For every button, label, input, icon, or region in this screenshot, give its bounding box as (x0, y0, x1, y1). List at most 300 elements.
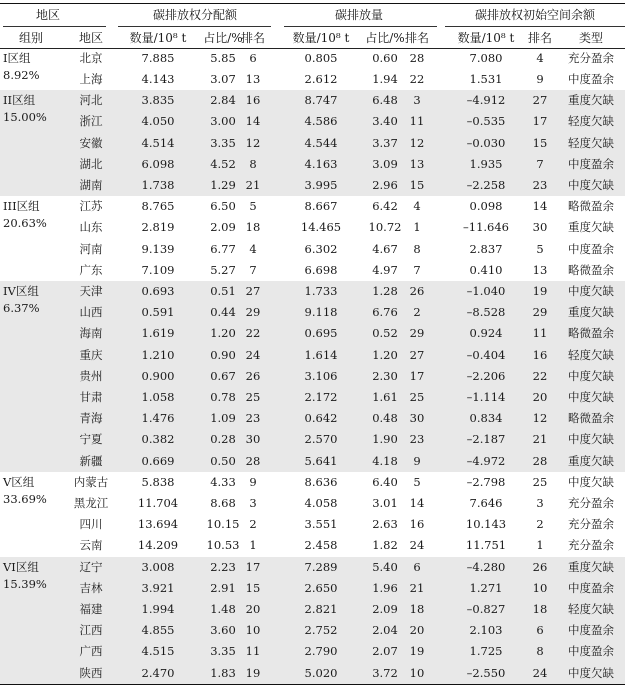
cell-bal-type: 充分盈余 (568, 496, 614, 511)
cell-emis-rank: 2 (413, 305, 421, 320)
cell-bal-qty: 10.143 (465, 517, 507, 532)
group-name: II区组 (3, 93, 36, 108)
table-row (0, 302, 625, 323)
header-row-top (0, 3, 625, 27)
cell-alloc-qty: 13.694 (137, 517, 179, 532)
table-row (0, 69, 625, 90)
cell-alloc-qty: 0.669 (141, 453, 175, 468)
cell-alloc-pct: 10.15 (206, 517, 240, 532)
cell-emis-pct: 3.09 (372, 156, 398, 171)
cell-bal-type: 轻度欠缺 (568, 347, 614, 362)
cell-alloc-pct: 0.67 (210, 368, 236, 383)
cell-bal-rank: 18 (532, 602, 548, 617)
cell-bal-qty: 1.725 (469, 644, 503, 659)
cell-bal-rank: 26 (532, 559, 548, 574)
cell-bal-type: 中度欠缺 (568, 474, 614, 489)
cell-emis-pct: 2.30 (372, 368, 398, 383)
cell-region: 湖南 (79, 178, 103, 193)
subheader-emis-pct: 占比/% (365, 30, 405, 45)
cell-emis-rank: 3 (413, 93, 421, 108)
cell-emis-pct: 3.37 (372, 135, 398, 150)
cell-bal-type: 中度盈余 (568, 580, 614, 595)
cell-emis-pct: 2.07 (372, 644, 398, 659)
cell-region: 北京 (79, 50, 103, 65)
group-name: III区组 (3, 199, 40, 214)
cell-emis-qty: 5.020 (304, 665, 338, 680)
cell-bal-type: 轻度欠缺 (568, 135, 614, 150)
cell-bal-rank: 1 (536, 538, 544, 553)
table-row (0, 218, 625, 239)
cell-alloc-rank: 9 (249, 474, 257, 489)
cell-alloc-pct: 1.29 (210, 178, 236, 193)
group-share: 8.92% (3, 68, 40, 82)
cell-alloc-rank: 28 (245, 453, 261, 468)
cell-emis-rank: 28 (409, 50, 425, 65)
cell-alloc-rank: 5 (249, 199, 257, 214)
cell-bal-type: 重度欠缺 (568, 453, 614, 468)
cell-region: 天津 (79, 284, 103, 299)
cell-alloc-rank: 11 (245, 644, 261, 659)
cell-bal-rank: 4 (536, 50, 544, 65)
table-row (0, 451, 625, 472)
cell-region: 湖北 (79, 156, 103, 171)
cell-alloc-rank: 30 (245, 432, 261, 447)
cell-alloc-qty: 0.693 (141, 284, 175, 299)
cell-emis-rank: 29 (409, 326, 425, 341)
cell-bal-type: 略微盈余 (568, 199, 614, 214)
cell-bal-type: 中度盈余 (568, 72, 614, 87)
cell-bal-qty: –1.114 (466, 390, 506, 405)
cell-alloc-qty: 6.098 (141, 156, 175, 171)
cell-alloc-qty: 1.619 (141, 326, 175, 341)
cell-emis-qty: 0.805 (304, 50, 338, 65)
cell-bal-qty: –8.528 (466, 305, 506, 320)
cell-bal-type: 轻度欠缺 (568, 114, 614, 129)
cell-alloc-qty: 0.382 (141, 432, 175, 447)
cell-region: 贵州 (79, 368, 103, 383)
subheader-bal-type: 类型 (578, 30, 603, 45)
cell-emis-rank: 6 (413, 559, 421, 574)
cell-emis-qty: 8.636 (304, 474, 338, 489)
cell-bal-qty: –1.040 (466, 284, 506, 299)
cell-bal-rank: 23 (532, 178, 548, 193)
cell-region: 陕西 (79, 665, 103, 680)
cell-bal-type: 中度欠缺 (568, 284, 614, 299)
cell-bal-type: 中度盈余 (568, 156, 614, 171)
cell-alloc-qty: 9.139 (141, 241, 175, 256)
group-share: 15.39% (3, 576, 47, 591)
cell-alloc-pct: 2.91 (210, 580, 236, 595)
cell-region: 重庆 (79, 347, 103, 362)
cell-alloc-pct: 6.77 (210, 241, 236, 256)
cell-alloc-pct: 0.90 (210, 347, 236, 362)
cell-emis-pct: 1.90 (372, 432, 398, 447)
cell-alloc-qty: 1.476 (141, 411, 175, 426)
cell-bal-rank: 15 (532, 135, 548, 150)
cell-bal-rank: 19 (532, 284, 548, 299)
cell-emis-pct: 1.82 (372, 538, 398, 553)
cell-emis-pct: 1.96 (372, 580, 398, 595)
cell-bal-qty: 1.271 (469, 580, 503, 595)
cell-bal-rank: 14 (532, 199, 548, 214)
cell-emis-pct: 1.61 (372, 390, 398, 405)
cell-emis-pct: 0.60 (372, 50, 398, 65)
group-share: 20.63% (3, 216, 47, 231)
cell-bal-type: 重度欠缺 (568, 305, 614, 320)
cell-alloc-rank: 29 (245, 305, 261, 320)
cell-bal-type: 中度欠缺 (568, 665, 614, 680)
cell-bal-qty: –2.206 (466, 368, 506, 383)
subheader-alloc-pct: 占比/% (203, 30, 243, 45)
cell-bal-rank: 21 (532, 432, 548, 447)
cell-emis-pct: 2.09 (372, 602, 398, 617)
cell-emis-rank: 13 (409, 156, 425, 171)
cell-region: 云南 (79, 538, 103, 553)
cell-region: 福建 (79, 602, 103, 617)
subheader-bal-rank: 排名 (527, 30, 552, 45)
table-row (0, 387, 625, 408)
cell-bal-rank: 11 (532, 326, 548, 341)
cell-region: 广西 (79, 644, 103, 659)
table-row (0, 196, 625, 217)
cell-alloc-rank: 10 (245, 623, 261, 638)
cell-bal-rank: 10 (532, 580, 548, 595)
cell-alloc-qty: 2.819 (141, 220, 175, 235)
cell-bal-type: 中度欠缺 (568, 432, 614, 447)
cell-bal-qty: –4.972 (466, 453, 506, 468)
group-block (0, 281, 625, 472)
header-allocation: 碳排放权分配额 (152, 8, 237, 22)
cell-bal-rank: 30 (532, 220, 548, 235)
table-row (0, 642, 625, 663)
cell-alloc-qty: 0.900 (141, 368, 175, 383)
table-row (0, 493, 625, 514)
table-body (0, 48, 625, 685)
cell-emis-rank: 7 (413, 262, 421, 277)
cell-bal-rank: 12 (532, 411, 548, 426)
group-share: 15.00% (3, 110, 47, 125)
table-row (0, 663, 625, 684)
cell-bal-qty: 1.935 (469, 156, 503, 171)
cell-alloc-pct: 2.84 (210, 93, 236, 108)
cell-alloc-pct: 6.50 (210, 199, 236, 214)
cell-emis-qty: 2.458 (304, 538, 338, 553)
cell-emis-rank: 1 (413, 220, 421, 235)
table-row (0, 112, 625, 133)
cell-emis-qty: 4.163 (304, 156, 338, 171)
cell-emis-qty: 4.058 (304, 496, 338, 511)
cell-bal-qty: 2.837 (469, 241, 503, 256)
cell-alloc-pct: 8.68 (210, 496, 236, 511)
cell-alloc-rank: 1 (249, 538, 257, 553)
cell-alloc-rank: 3 (249, 496, 257, 511)
subheader-bal-qty: 数量/10⁸ t (457, 30, 515, 45)
cell-bal-qty: 11.751 (465, 538, 507, 553)
cell-bal-rank: 7 (536, 156, 544, 171)
cell-emis-pct: 3.72 (372, 665, 398, 680)
cell-region: 上海 (79, 72, 103, 87)
table-row (0, 90, 625, 111)
cell-emis-pct: 2.96 (372, 178, 398, 193)
cell-alloc-qty: 7.885 (141, 50, 175, 65)
cell-bal-rank: 25 (532, 474, 548, 489)
cell-alloc-rank: 20 (245, 602, 261, 617)
group-block (0, 472, 625, 557)
group-share: 6.37% (3, 301, 40, 316)
table-row (0, 154, 625, 175)
cell-bal-qty: –2.550 (466, 665, 506, 680)
cell-alloc-pct: 1.48 (210, 602, 236, 617)
cell-alloc-pct: 0.44 (210, 305, 236, 320)
cell-bal-rank: 5 (536, 241, 544, 256)
cell-alloc-rank: 18 (245, 220, 261, 235)
cell-bal-rank: 22 (532, 368, 548, 383)
cell-alloc-rank: 13 (245, 72, 261, 87)
table-row (0, 472, 625, 493)
cell-emis-qty: 2.790 (304, 644, 338, 659)
cell-emis-rank: 12 (409, 135, 425, 150)
header-emission: 碳排放量 (334, 8, 383, 22)
cell-bal-type: 中度盈余 (568, 644, 614, 659)
cell-region: 辽宁 (79, 559, 103, 574)
table-row (0, 578, 625, 599)
subheader-alloc-qty: 数量/10⁸ t (129, 30, 187, 45)
cell-region: 河北 (79, 93, 103, 108)
cell-bal-qty: –4.280 (466, 559, 506, 574)
cell-bal-rank: 3 (536, 496, 544, 511)
header-balance: 碳排放权初始空间余额 (474, 8, 595, 22)
cell-emis-qty: 2.172 (304, 390, 338, 405)
cell-alloc-pct: 3.00 (210, 114, 236, 129)
cell-region: 江西 (79, 623, 103, 638)
table-row (0, 324, 625, 345)
cell-emis-rank: 19 (409, 644, 425, 659)
cell-emis-qty: 5.641 (304, 453, 338, 468)
cell-bal-qty: –2.258 (466, 178, 506, 193)
cell-emis-rank: 25 (409, 390, 425, 405)
cell-alloc-rank: 26 (245, 368, 261, 383)
cell-alloc-qty: 1.738 (141, 178, 175, 193)
carbon-allocation-table (0, 3, 625, 685)
group-name: V区组 (3, 474, 35, 489)
cell-alloc-qty: 4.143 (141, 72, 175, 87)
cell-emis-rank: 20 (409, 623, 425, 638)
cell-alloc-qty: 4.515 (141, 644, 175, 659)
cell-alloc-qty: 4.855 (141, 623, 175, 638)
cell-region: 广东 (79, 262, 103, 277)
header-region: 地区 (35, 8, 60, 22)
cell-emis-qty: 2.570 (304, 432, 338, 447)
cell-alloc-qty: 11.704 (137, 496, 179, 511)
subheader-group: 组别 (18, 30, 43, 45)
cell-bal-type: 中度盈余 (568, 241, 614, 256)
cell-emis-rank: 30 (409, 411, 425, 426)
table-row (0, 366, 625, 387)
group-name: I区组 (3, 51, 31, 65)
cell-bal-type: 中度欠缺 (568, 390, 614, 405)
cell-bal-type: 充分盈余 (568, 50, 614, 65)
cell-emis-pct: 3.01 (372, 496, 398, 511)
cell-bal-type: 略微盈余 (568, 326, 614, 341)
cell-alloc-rank: 7 (249, 262, 257, 277)
cell-bal-qty: 2.103 (469, 623, 503, 638)
cell-emis-qty: 2.752 (304, 623, 338, 638)
table-row (0, 408, 625, 429)
cell-alloc-rank: 15 (245, 580, 261, 595)
cell-region: 黑龙江 (73, 496, 109, 511)
table-row (0, 260, 625, 281)
cell-alloc-rank: 23 (245, 411, 261, 426)
cell-bal-type: 中度盈余 (568, 623, 614, 638)
cell-emis-qty: 6.698 (304, 262, 338, 277)
cell-alloc-rank: 19 (245, 665, 261, 680)
cell-bal-type: 充分盈余 (568, 538, 614, 553)
table-row (0, 557, 625, 578)
cell-emis-pct: 1.20 (372, 347, 398, 362)
cell-emis-qty: 0.642 (304, 411, 338, 426)
cell-bal-rank: 2 (536, 517, 544, 532)
cell-emis-pct: 10.72 (368, 220, 402, 235)
cell-emis-qty: 1.733 (304, 284, 338, 299)
table-row (0, 48, 625, 69)
cell-emis-pct: 2.04 (372, 623, 398, 638)
cell-region: 浙江 (79, 114, 103, 129)
cell-emis-pct: 2.63 (372, 517, 398, 532)
cell-emis-qty: 2.821 (304, 602, 338, 617)
cell-emis-qty: 3.551 (304, 517, 338, 532)
table-row (0, 345, 625, 366)
cell-alloc-qty: 8.765 (141, 199, 175, 214)
cell-alloc-rank: 17 (245, 559, 261, 574)
cell-emis-rank: 9 (413, 453, 421, 468)
cell-bal-qty: 7.080 (469, 50, 503, 65)
cell-region: 四川 (79, 517, 103, 532)
cell-bal-type: 重度欠缺 (568, 93, 614, 108)
cell-emis-qty: 1.614 (304, 347, 338, 362)
cell-alloc-rank: 8 (249, 156, 257, 171)
cell-bal-type: 轻度欠缺 (568, 602, 614, 617)
cell-bal-type: 略微盈余 (568, 411, 614, 426)
cell-emis-qty: 4.544 (304, 135, 338, 150)
group-block (0, 90, 625, 196)
group-block (0, 557, 625, 684)
cell-emis-pct: 4.67 (372, 241, 398, 256)
cell-emis-rank: 26 (409, 284, 425, 299)
subheader-alloc-rank: 排名 (240, 30, 265, 45)
cell-emis-pct: 1.28 (372, 284, 398, 299)
table-top-rule (0, 3, 625, 4)
group-block (0, 196, 625, 281)
cell-alloc-pct: 1.83 (210, 665, 236, 680)
header-row-sub (0, 27, 625, 48)
table-row (0, 175, 625, 196)
cell-alloc-qty: 3.835 (141, 93, 175, 108)
cell-bal-rank: 29 (532, 305, 548, 320)
cell-bal-qty: 7.646 (469, 496, 503, 511)
cell-emis-qty: 4.586 (304, 114, 338, 129)
cell-alloc-pct: 4.33 (210, 474, 236, 489)
cell-emis-pct: 3.40 (372, 114, 398, 129)
cell-alloc-pct: 10.53 (206, 538, 240, 553)
cell-bal-qty: 1.531 (469, 72, 503, 87)
cell-emis-rank: 8 (413, 241, 421, 256)
subheader-emis-rank: 排名 (404, 30, 429, 45)
cell-region: 河南 (79, 241, 103, 256)
cell-emis-rank: 23 (409, 432, 425, 447)
cell-bal-rank: 27 (532, 93, 548, 108)
cell-bal-qty: 0.834 (469, 411, 503, 426)
cell-bal-qty: –2.187 (466, 432, 506, 447)
cell-bal-type: 重度欠缺 (568, 559, 614, 574)
table-row (0, 430, 625, 451)
cell-alloc-qty: 14.209 (137, 538, 179, 553)
cell-alloc-pct: 1.09 (210, 411, 236, 426)
cell-region: 吉林 (79, 580, 103, 595)
cell-alloc-pct: 1.20 (210, 326, 236, 341)
cell-emis-rank: 4 (413, 199, 421, 214)
cell-bal-type: 中度欠缺 (568, 178, 614, 193)
cell-emis-pct: 6.76 (372, 305, 398, 320)
cell-emis-rank: 27 (409, 347, 425, 362)
cell-alloc-pct: 3.60 (210, 623, 236, 638)
cell-bal-qty: –0.827 (466, 602, 506, 617)
cell-bal-qty: –0.535 (466, 114, 506, 129)
cell-alloc-qty: 3.921 (141, 580, 175, 595)
cell-bal-type: 中度欠缺 (568, 368, 614, 383)
cell-emis-pct: 0.52 (372, 326, 398, 341)
cell-emis-qty: 14.465 (300, 220, 342, 235)
cell-bal-qty: 0.098 (469, 199, 503, 214)
cell-alloc-qty: 1.994 (141, 602, 175, 617)
cell-emis-qty: 3.995 (304, 178, 338, 193)
cell-bal-qty: –0.030 (466, 135, 506, 150)
table-row (0, 620, 625, 641)
cell-bal-rank: 6 (536, 623, 544, 638)
cell-emis-qty: 3.106 (304, 368, 338, 383)
cell-emis-qty: 8.667 (304, 199, 338, 214)
cell-alloc-pct: 5.85 (210, 50, 236, 65)
cell-bal-qty: –4.912 (466, 93, 506, 108)
cell-emis-rank: 22 (409, 72, 425, 87)
cell-bal-rank: 17 (532, 114, 548, 129)
cell-alloc-qty: 7.109 (141, 262, 175, 277)
cell-bal-qty: –2.798 (466, 474, 506, 489)
cell-bal-rank: 9 (536, 72, 544, 87)
cell-emis-qty: 8.747 (304, 93, 338, 108)
cell-alloc-qty: 0.591 (141, 305, 175, 320)
cell-alloc-pct: 4.52 (210, 156, 236, 171)
cell-region: 宁夏 (79, 432, 103, 447)
cell-alloc-rank: 6 (249, 50, 257, 65)
cell-region: 内蒙古 (73, 474, 109, 489)
cell-emis-pct: 6.42 (372, 199, 398, 214)
cell-emis-rank: 16 (409, 517, 425, 532)
cell-alloc-qty: 2.470 (141, 665, 175, 680)
cell-bal-rank: 24 (532, 665, 548, 680)
table-row (0, 599, 625, 620)
cell-emis-pct: 5.40 (372, 559, 398, 574)
cell-alloc-rank: 16 (245, 93, 261, 108)
cell-alloc-rank: 14 (245, 114, 261, 129)
cell-emis-pct: 6.48 (372, 93, 398, 108)
cell-region: 海南 (79, 326, 103, 341)
cell-region: 山东 (79, 220, 103, 235)
cell-emis-pct: 6.40 (372, 474, 398, 489)
cell-alloc-qty: 1.210 (141, 347, 175, 362)
cell-alloc-rank: 22 (245, 326, 261, 341)
cell-alloc-rank: 24 (245, 347, 261, 362)
cell-region: 甘肃 (79, 390, 103, 405)
